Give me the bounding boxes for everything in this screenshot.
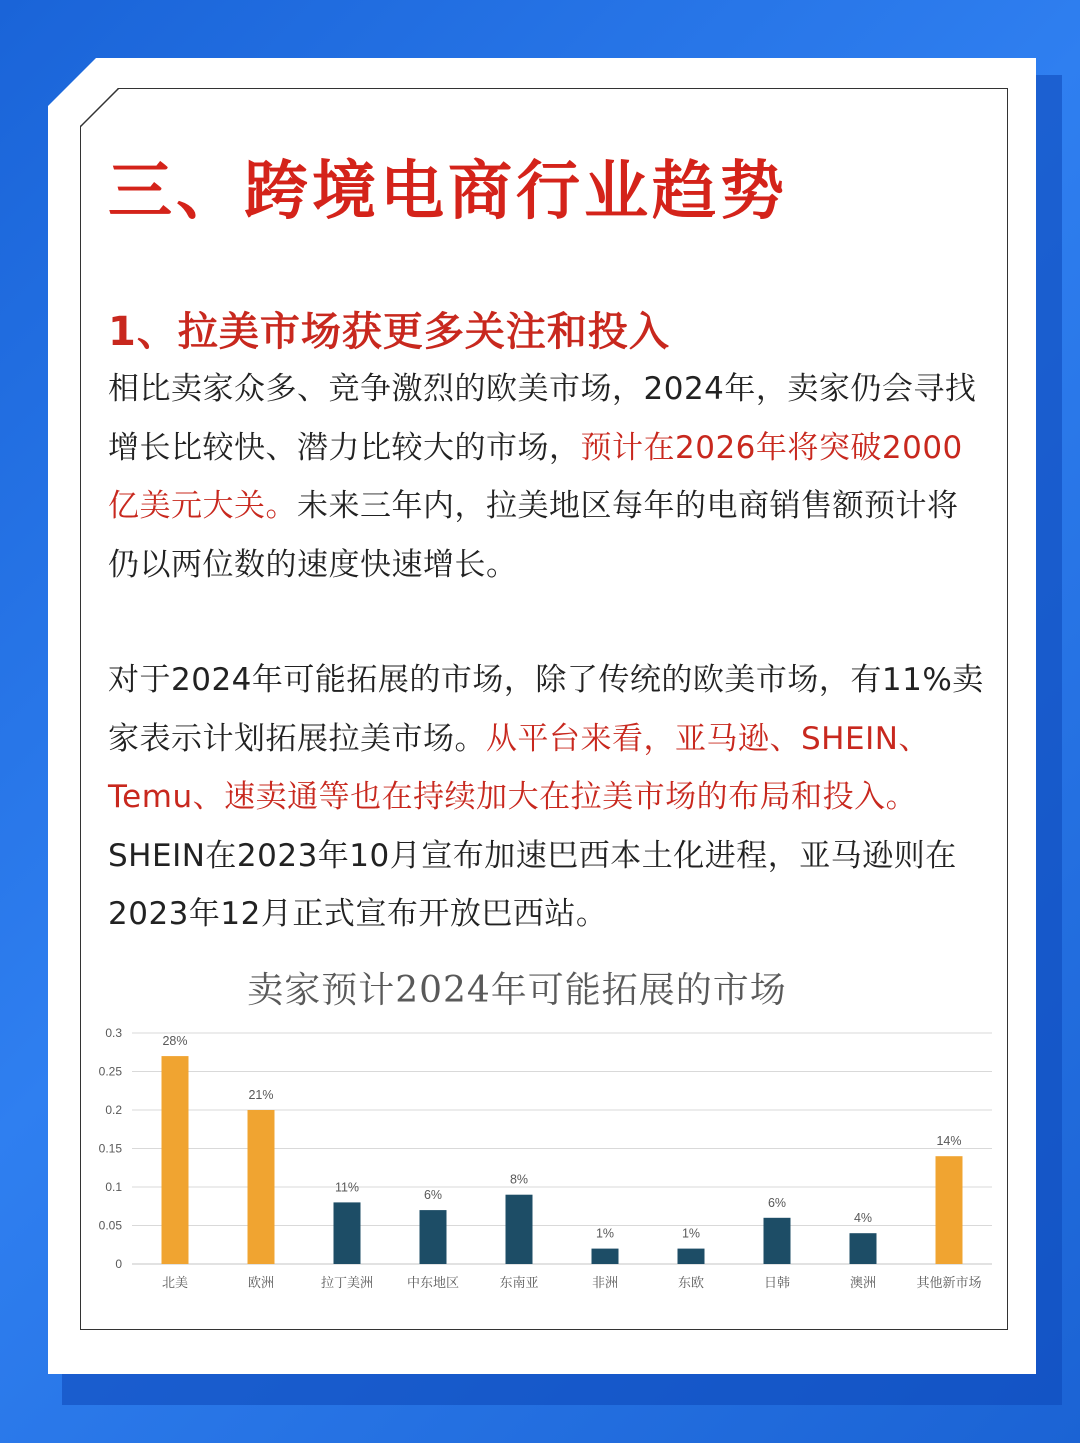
x-tick-label: 欧洲: [247, 1276, 275, 1291]
paragraph-platform-expansion: [108, 651, 988, 944]
x-tick-label: 东南亚: [499, 1276, 539, 1291]
paragraph-text: SHEIN在2023年10月宣布加速巴西本土化进程，亚马逊则在2023年12月正式宣布开放巴西站。: [108, 837, 957, 932]
data-label: 6%: [423, 1188, 443, 1203]
x-tick-label: 北美: [161, 1276, 189, 1291]
x-tick-label: 非洲: [591, 1276, 619, 1291]
section-heading: 1、拉美市场获更多关注和投入: [108, 309, 670, 355]
y-tick-label: 0.1: [105, 1180, 122, 1194]
x-tick-label: 日韩: [763, 1276, 791, 1291]
y-tick-label: 0.2: [105, 1103, 122, 1117]
x-tick-label: 其他新市场: [916, 1276, 982, 1291]
bar: [678, 1249, 705, 1264]
data-label: 1%: [681, 1226, 701, 1241]
bar: [506, 1195, 533, 1264]
bar: [936, 1156, 963, 1264]
data-label: 6%: [767, 1195, 787, 1210]
highlight-text: 预计在2026年将突破2000亿美元大关。: [108, 429, 963, 524]
data-label: 28%: [162, 1034, 188, 1049]
data-label: 4%: [853, 1211, 873, 1226]
bar-chart: [82, 960, 1006, 1300]
y-tick-label: 0.15: [98, 1141, 122, 1156]
bar: [850, 1233, 877, 1264]
bar: [592, 1249, 619, 1264]
y-tick-label: 0.3: [105, 1026, 122, 1040]
y-tick-label: 0.05: [98, 1218, 122, 1233]
bar: [162, 1056, 189, 1264]
x-tick-label: 拉丁美洲: [320, 1276, 374, 1291]
x-tick-label: 中东地区: [406, 1276, 460, 1291]
data-label: 21%: [248, 1088, 274, 1102]
data-label: 11%: [334, 1180, 360, 1195]
paragraph-text: 未来三年内，拉美地区每年的电商销售额预计将仍以两位数的速度快速增长。: [108, 488, 959, 583]
bar: [420, 1210, 447, 1264]
paragraph-text: 对于2024年可能拓展的市场，除了传统的欧美市场，有11%卖家表示计划拓展拉美市场。: [108, 662, 984, 757]
bar: [248, 1110, 275, 1264]
y-tick-label: 0: [115, 1257, 122, 1271]
y-tick-label: 0.25: [98, 1064, 122, 1079]
x-tick-label: 澳洲: [849, 1276, 877, 1291]
bar: [334, 1202, 361, 1264]
chart-title: 卖家预计2024年可能拓展的市场: [247, 970, 787, 1011]
highlight-text: 从平台来看，亚马逊、SHEIN、Temu、速卖通等也在持续加大在拉美市场的布局和投入。: [108, 720, 930, 815]
paragraph-latam-growth: [108, 360, 988, 594]
frame-corner: [80, 88, 134, 142]
paragraph-text: 相比卖家众多、竞争激烈的欧美市场，2024年，卖家仍会寻找增长比较快、潜力比较大的市场，: [108, 371, 977, 466]
page-title: 三、跨境电商行业趋势: [108, 155, 788, 229]
data-label: 14%: [936, 1134, 962, 1149]
bar: [764, 1218, 791, 1264]
x-tick-label: 东欧: [677, 1276, 705, 1291]
data-label: 1%: [595, 1226, 615, 1241]
data-label: 8%: [509, 1172, 529, 1187]
